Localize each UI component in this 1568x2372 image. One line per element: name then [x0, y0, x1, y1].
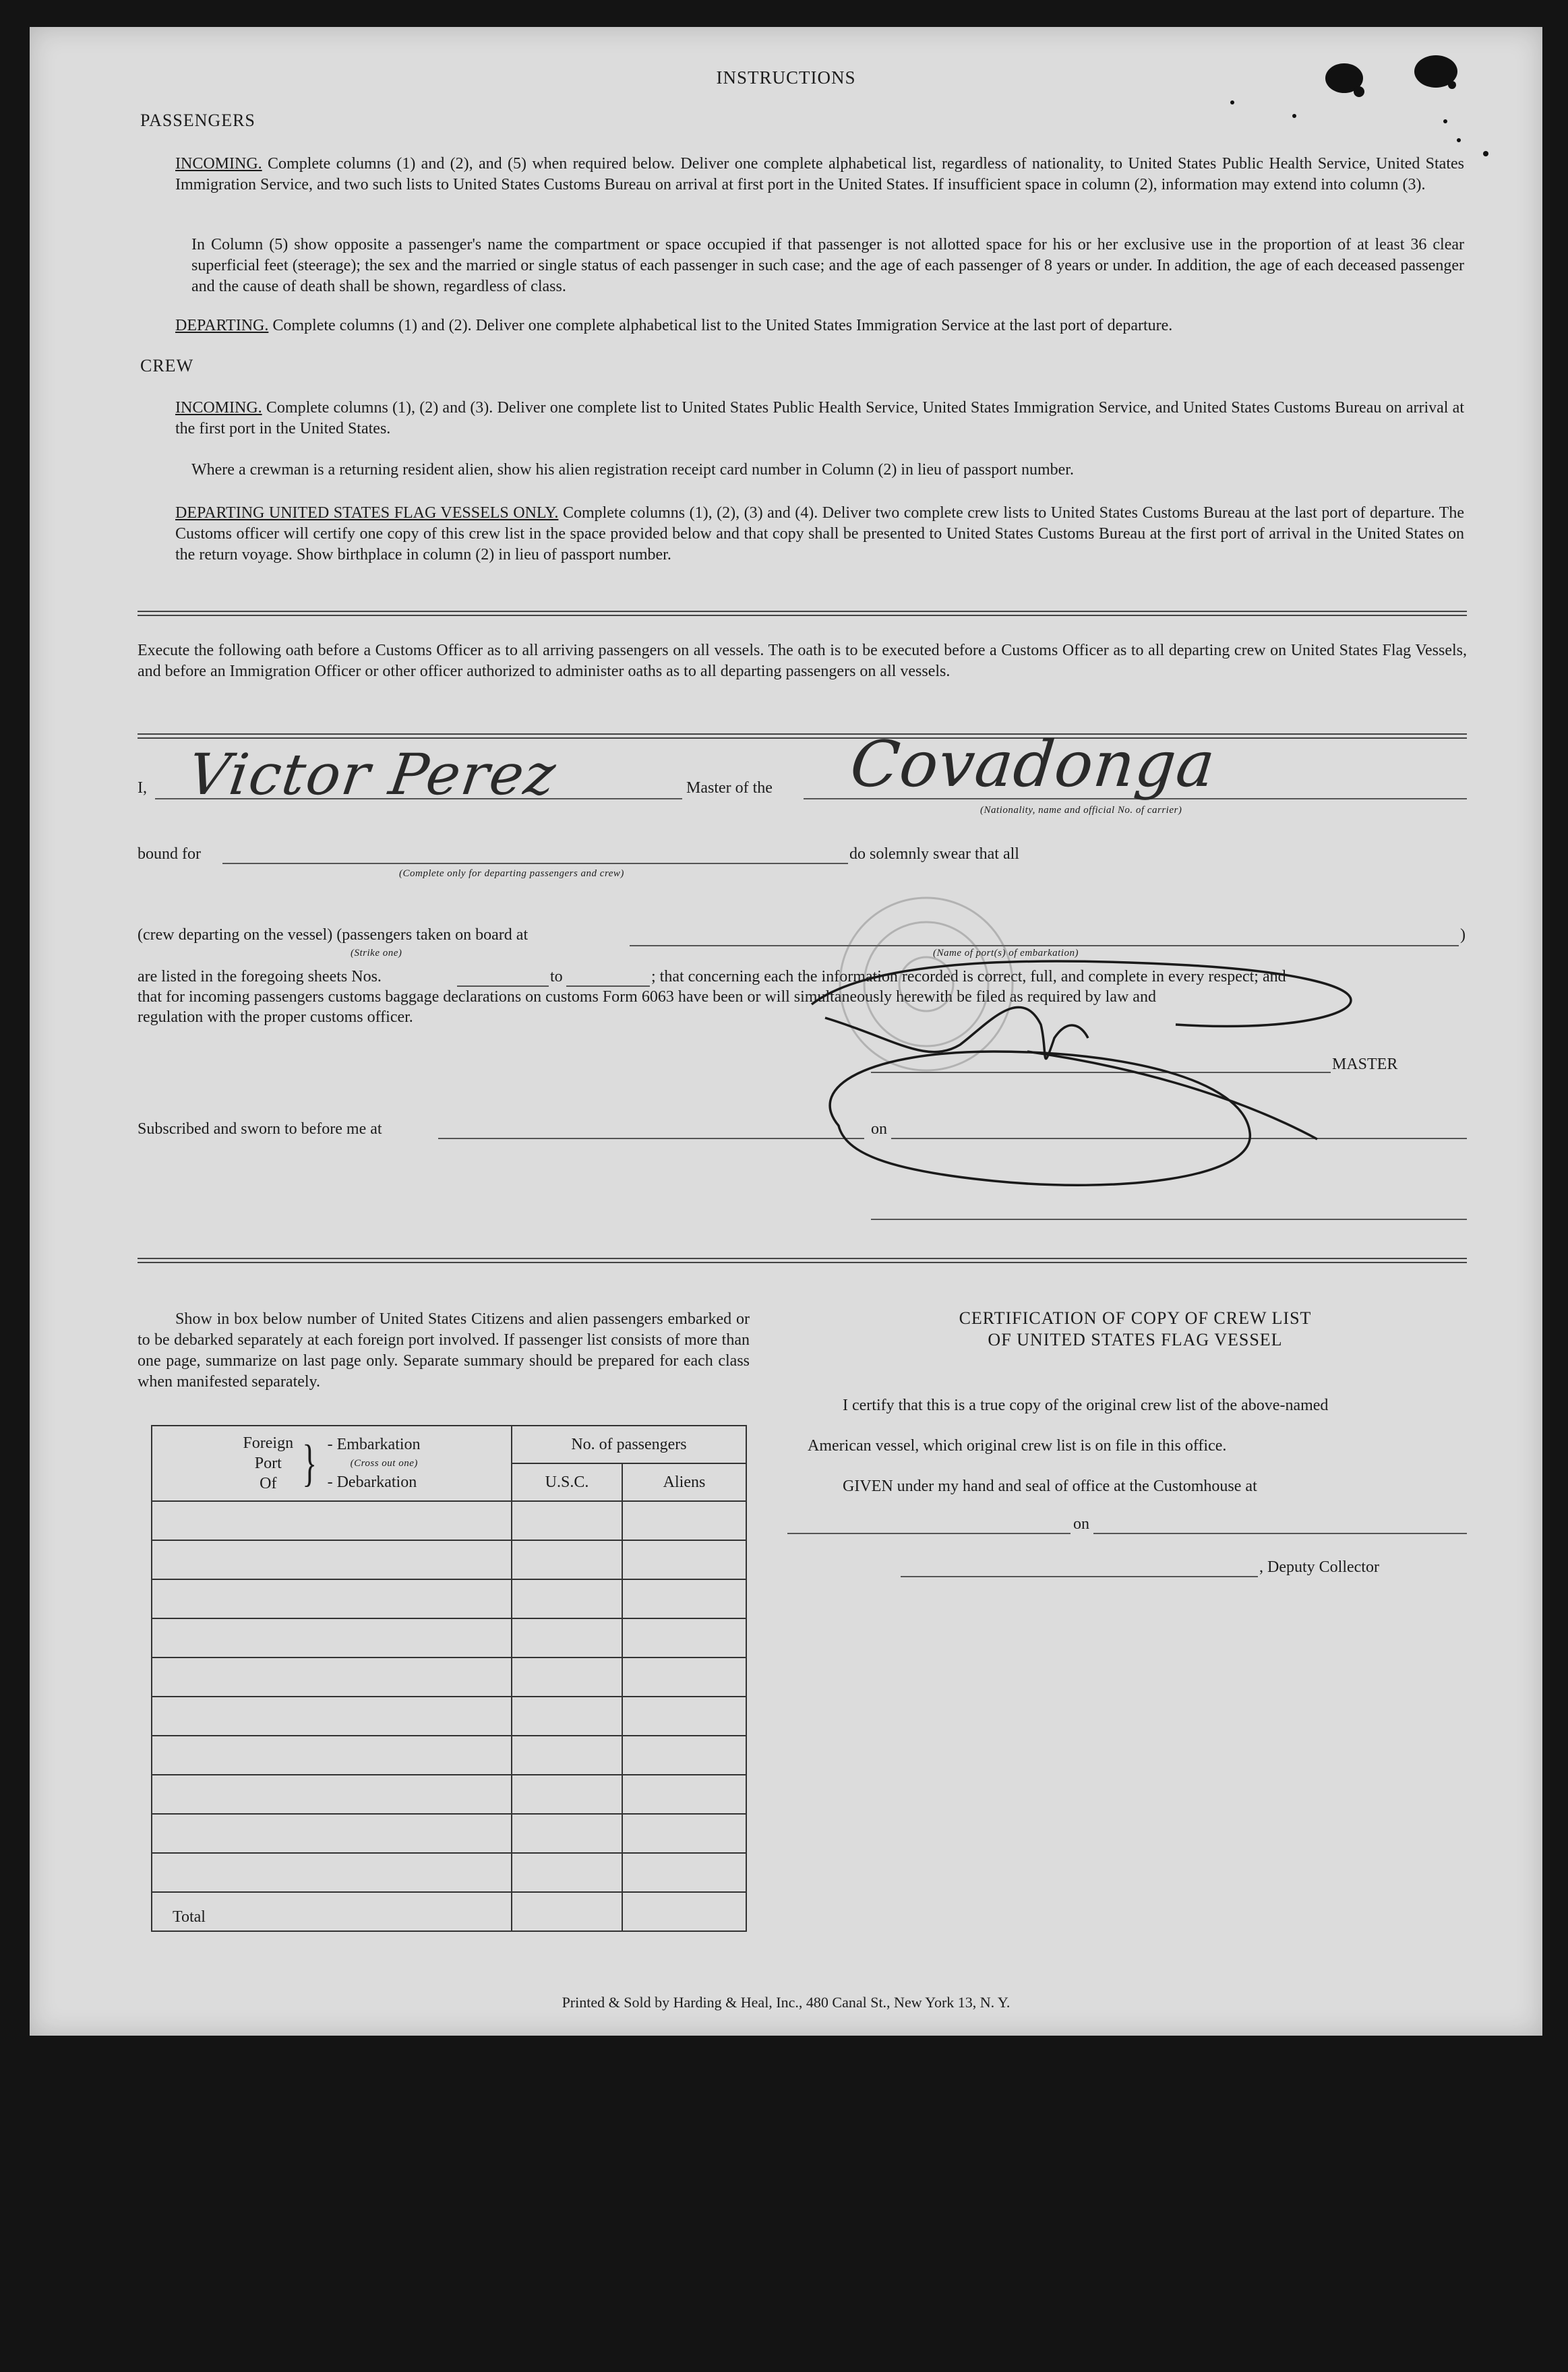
embarkation-port-line[interactable] — [630, 945, 1459, 946]
column5-paragraph: In Column (5) show opposite a passenger's name the compartment or space occupied if that passenger is not allotted space for his or her exclusive use in the proportion of at least 36 clear superficial feet (steerage); the sex and the married or single status of each passenger in such case; and the age of each passenger of 8 years or under. In addition, the age of each deceased passenger and the cause of death shall be shown, regardless of class. — [191, 236, 1464, 295]
oath-intro: Execute the following oath before a Customs Officer as to all arriving passengers on all vessels. The oath is to be executed before a Customs Officer as to all departing crew on United States Flag Vessels, and before an Immigration Officer or other officer authorized to administer oaths as to all departing passengers on all vessels. — [138, 642, 1467, 680]
bound-for-caption: (Complete only for departing passengers and crew) — [399, 868, 624, 879]
i-label: I, — [138, 779, 147, 797]
no-passengers-header: No. of passengers — [512, 1426, 746, 1463]
table-row — [152, 1618, 746, 1658]
cert-place-line[interactable] — [787, 1533, 1071, 1534]
summary-text: Show in box below number of United States Citizens and alien passengers embarked or to be debarked separately at each foreign port involved. If passenger list consists of more than one page, summarize on last page only. Separate summary should be prepared for each class when manifested separately. — [138, 1310, 750, 1391]
aliens-header: Aliens — [622, 1463, 746, 1501]
port-cell[interactable] — [152, 1579, 512, 1618]
departing-label: DEPARTING. — [175, 317, 269, 334]
debarkation-label: - Debarkation — [327, 1473, 417, 1491]
foreign-port-header — [152, 1426, 512, 1501]
subscribed-date-line[interactable] — [891, 1138, 1467, 1139]
aliens-cell[interactable] — [622, 1658, 746, 1697]
form-page — [30, 27, 1542, 2036]
aliens-cell[interactable] — [622, 1540, 746, 1579]
port-cell[interactable] — [152, 1540, 512, 1579]
aliens-cell[interactable] — [622, 1501, 746, 1540]
cert-on-label: on — [1073, 1515, 1089, 1533]
instructions-title: INSTRUCTIONS — [716, 67, 856, 88]
table-row — [152, 1814, 746, 1853]
certify-line-2: American vessel, which original crew list is on file in this office. — [808, 1437, 1227, 1455]
cross-out-caption: (Cross out one) — [350, 1458, 418, 1469]
listed-text-3: that for incoming passengers customs baggage declarations on customs Form 6063 have been or will simultaneously herewith be filed as required by law and — [138, 988, 1156, 1006]
table-row — [152, 1658, 746, 1697]
port-cell[interactable] — [152, 1736, 512, 1775]
col-port: Port — [254, 1455, 282, 1472]
aliens-cell[interactable] — [622, 1697, 746, 1736]
vessel-name-handwritten[interactable]: Covadonga — [847, 728, 1219, 801]
subscribed-label: Subscribed and sworn to before me at — [138, 1120, 382, 1138]
port-cell[interactable] — [152, 1775, 512, 1814]
embarkation-label: - Embarkation — [327, 1436, 421, 1453]
strike-caption: (Strike one) — [351, 948, 402, 959]
crew-incoming-label: INCOMING. — [175, 399, 262, 417]
port-cell[interactable] — [152, 1853, 512, 1892]
aliens-cell[interactable] — [622, 1736, 746, 1775]
table-row — [152, 1579, 746, 1618]
brace-icon: } — [302, 1435, 318, 1492]
passengers-departing-paragraph — [175, 315, 1464, 336]
deputy-signature-line[interactable] — [901, 1576, 1258, 1577]
aliens-cell[interactable] — [622, 1853, 746, 1892]
table-row — [152, 1775, 746, 1814]
usc-cell[interactable] — [512, 1775, 622, 1814]
usc-cell[interactable] — [512, 1540, 622, 1579]
table-row — [152, 1501, 746, 1540]
certification-title — [798, 1308, 1472, 1351]
total-label: Total — [152, 1892, 512, 1931]
master-label: MASTER — [1332, 1056, 1398, 1073]
certify-line-1: I certify that this is a true copy of the original crew list of the above-named — [843, 1397, 1329, 1414]
usc-cell[interactable] — [512, 1697, 622, 1736]
port-cell[interactable] — [152, 1618, 512, 1658]
port-cell[interactable] — [152, 1658, 512, 1697]
departing-text: Complete columns (1) and (2). Deliver one complete alphabetical list to the United States Immigration Service at the last port of departure. — [272, 317, 1173, 334]
incoming-text: Complete columns (1) and (2), and (5) when required below. Deliver one complete alphabetical list, regardless of nationality, to United States Public Health Service, United States Immigration Service, and two such lists to United States Customs Bureau on arrival at first port in the United States. If insufficient space in column (2), information may extend into column (3). — [175, 155, 1464, 193]
usc-cell[interactable] — [512, 1618, 622, 1658]
sheet-from-line[interactable] — [457, 985, 549, 987]
master-name-signature[interactable]: Victor Perez — [184, 741, 561, 808]
usc-cell[interactable] — [512, 1579, 622, 1618]
port-caption: (Name of port(s) of embarkation) — [933, 948, 1079, 959]
close-paren: ) — [1460, 926, 1466, 944]
col-foreign: Foreign — [243, 1434, 294, 1452]
section-divider — [138, 611, 1467, 616]
cert-date-line[interactable] — [1093, 1533, 1467, 1534]
listed-text-4: regulation with the proper customs officer. — [138, 1008, 413, 1026]
departing-us-paragraph — [175, 503, 1464, 566]
usc-cell[interactable] — [512, 1501, 622, 1540]
crew-incoming-text: Complete columns (1), (2) and (3). Deliver one complete list to United States Public Health Service, United States Immigration Service, and United States Customs Bureau on arrival at the first port in the United States. — [175, 399, 1464, 437]
incoming-label: INCOMING. — [175, 155, 262, 173]
usc-cell[interactable] — [512, 1814, 622, 1853]
usc-header: U.S.C. — [512, 1463, 622, 1501]
table-row — [152, 1853, 746, 1892]
bound-for-line[interactable] — [222, 863, 848, 864]
total-row — [152, 1892, 746, 1931]
deputy-collector-label: , Deputy Collector — [1259, 1558, 1379, 1576]
col-of: Of — [260, 1475, 277, 1492]
printer-footer: Printed & Sold by Harding & Heal, Inc., 480 Canal St., New York 13, N. Y. — [562, 1994, 1011, 2011]
usc-cell[interactable] — [512, 1853, 622, 1892]
passengers-heading: PASSENGERS — [140, 111, 255, 130]
departing-us-text: Complete columns (1), (2), (3) and (4). Deliver two complete crew lists to United States Customs Bureau at the last port of departure. The Customs officer will certify one copy of this crew list in the space provided below and that copy shall be presented to United States Customs Bureau at the first port of arrival in the United States on the return voyage. Show birthplace in column (2) in lieu of passport number. — [175, 504, 1464, 564]
usc-total-cell[interactable] — [512, 1892, 622, 1931]
table-row — [152, 1736, 746, 1775]
port-cell[interactable] — [152, 1814, 512, 1853]
usc-cell[interactable] — [512, 1736, 622, 1775]
oath-divider — [138, 733, 1467, 739]
aliens-cell[interactable] — [622, 1579, 746, 1618]
sheet-to-line[interactable] — [566, 985, 650, 987]
listed-text-1: are listed in the foregoing sheets Nos. — [138, 968, 382, 985]
subscribed-on-label: on — [871, 1120, 887, 1138]
lower-divider — [138, 1258, 1467, 1263]
crewman-paragraph: Where a crewman is a returning resident alien, show his alien registration receipt card number in Column (2) in lieu of passport number. — [191, 461, 1074, 479]
officer-signature-line[interactable] — [871, 1219, 1467, 1220]
crew-heading: CREW — [140, 356, 194, 375]
port-cell[interactable] — [152, 1501, 512, 1540]
master-of-label: Master of the — [686, 779, 773, 797]
port-cell[interactable] — [152, 1697, 512, 1736]
table-row — [152, 1697, 746, 1736]
departing-us-label: DEPARTING UNITED STATES FLAG VESSELS ONLY. — [175, 504, 559, 522]
aliens-cell[interactable] — [622, 1814, 746, 1853]
certification-title-1: CERTIFICATION OF COPY OF CREW LIST — [959, 1308, 1312, 1328]
subscribed-place-line[interactable] — [438, 1138, 864, 1139]
passenger-summary-table — [151, 1425, 747, 1932]
swear-text: do solemnly swear that all — [849, 845, 1019, 863]
table-row — [152, 1540, 746, 1579]
nationality-caption: (Nationality, name and official No. of carrier) — [980, 805, 1182, 816]
listed-text-2: ; that concerning each the information recorded is correct, full, and complete in every respect; and — [651, 968, 1286, 985]
master-signature-line[interactable] — [871, 1072, 1331, 1073]
crew-incoming-paragraph — [175, 398, 1464, 439]
given-text: GIVEN under my hand and seal of office at the Customhouse at — [843, 1478, 1257, 1495]
passengers-incoming-paragraph — [175, 154, 1464, 195]
usc-cell[interactable] — [512, 1658, 622, 1697]
listed-to: to — [550, 968, 563, 985]
aliens-cell[interactable] — [622, 1618, 746, 1658]
certification-title-2: OF UNITED STATES FLAG VESSEL — [988, 1330, 1283, 1349]
aliens-cell[interactable] — [622, 1775, 746, 1814]
aliens-total-cell[interactable] — [622, 1892, 746, 1931]
bound-for-label: bound for — [138, 845, 201, 863]
crew-departing-text: (crew departing on the vessel) (passengers taken on board at — [138, 926, 529, 944]
